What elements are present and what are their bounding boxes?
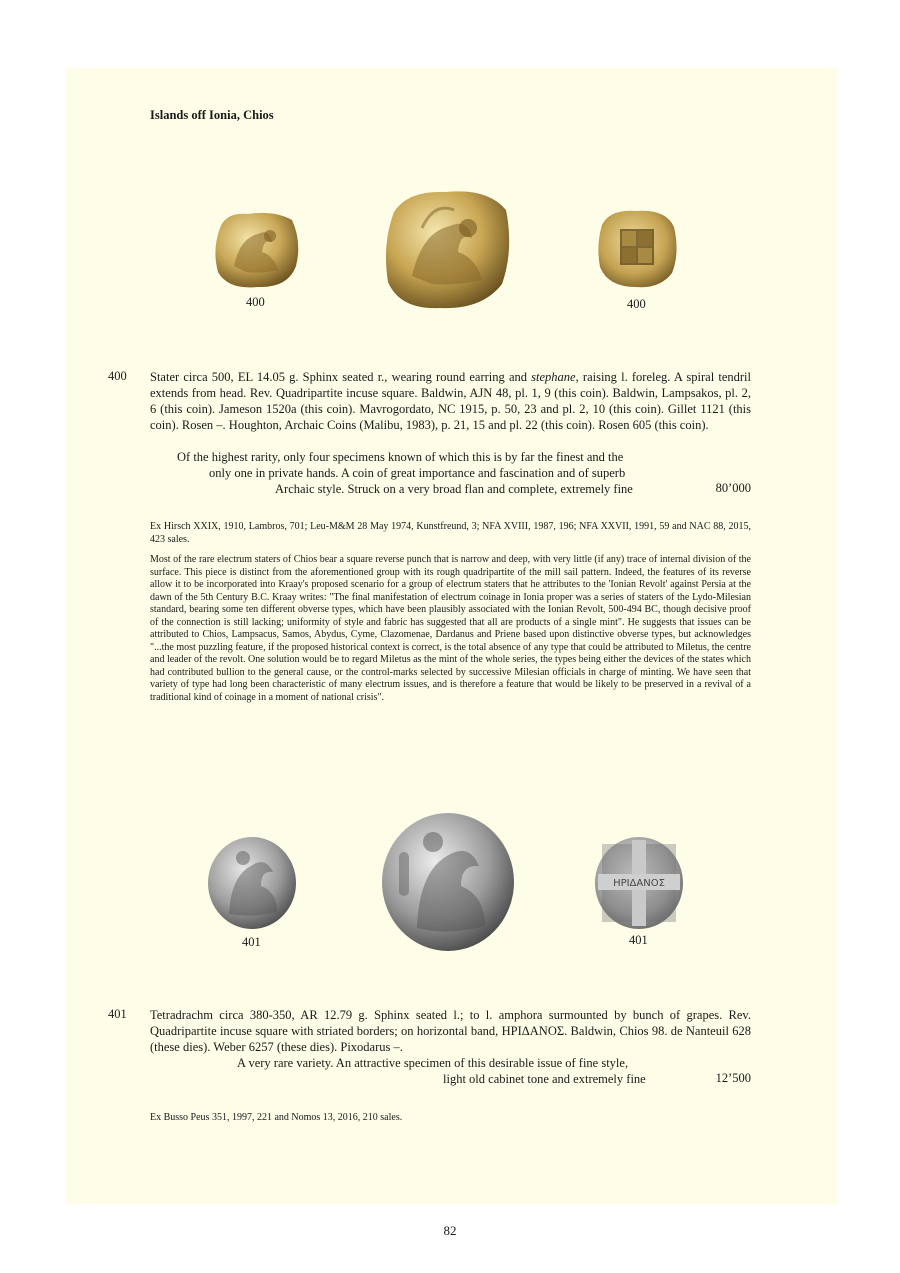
coin-400-reverse-image [596, 207, 678, 289]
page-number: 82 [443, 1223, 457, 1238]
coin-401-obverse-image [207, 836, 297, 930]
lot-comment-line: A very rare variety. An attractive specimen of this desirable issue of fine style, [237, 1056, 629, 1070]
lot-note: Most of the rare electrum staters of Chios bear a square reverse punch that is narrow and deep, with very little (if any) trace of internal division of the surface. This piece is distinct from the aforementioned group with its rough quadripartite of the mill sail pattern. Indeed, the features of its reverse allow it to be incorporated into Kraay's proposed scenario for a group of electrum staters that he attributes to the 'Ionian Revolt' against Persia at the dawn of the 5th Century B.C. Kraay writes: "The final manifestation of electrum coinage in Ionia proper was a series of staters of the Lydo-Milesian standard, bearing some ten different obverse types, which have been plausibly associated with the Ionian Revolt, 500-494 BC, though decisive proof of the connection is still lacking; uniformity of style and fabric has suggested that all are products of a single mint". He suggests that issues can be attributed to Chios, Lampsacus, Samos, Abydus, Cyme, Clazomenae, Dardanus and Priene based upon distinctive obverse types, but acknowledges "...the most puzzling feature, if the proposed historical context is correct, is the total absence of any type that could be attributed to Miletus, the centre and leader of the revolt. One solution would be to regard Miletus as the mint of the whole series, the types being either the devices of the states which had contributed bullion to the general cause, or the control-marks selected by successive Milesian officials in charge of minting. We have seen that variety of type had long been characteristic of many electrum issues, and is therefore a feature that would be likely to be preserved in a revival of a traditional kind of coinage in a moment of national crisis". [150, 554, 751, 703]
lot-number: 400 [108, 369, 127, 383]
coin-401-obverse-enlarged-image [381, 812, 515, 952]
coin-401-reverse-image [594, 836, 684, 930]
coin-400-reverse-label: 400 [627, 297, 646, 311]
lot-description: Tetradrachm circa 380-350, AR 12.79 g. Sphinx seated l.; to l. amphora surmounted by bunch of grapes. Rev. Quadripartite incuse square with striated borders; on horizontal band, ΗΡΙΔΑΝΟΣ. Baldwin, Chios 98. de Nanteuil 628 (these dies). Weber 6257 (these dies). Pixodarus –. [150, 1008, 751, 1054]
coin-400-obverse-enlarged-image [382, 188, 512, 310]
description-italic-term: stephane [531, 370, 576, 384]
coin-400-obverse-image [212, 208, 300, 290]
lot-comment-line: light old cabinet tone and extremely fine [443, 1072, 646, 1086]
lot-comment-line: Of the highest rarity, only four specimens known of which this is by far the finest and the [177, 450, 624, 464]
coin-401-reverse-label: 401 [629, 933, 648, 947]
coin-401-obverse-label: 401 [242, 935, 261, 949]
section-heading: Islands off Ionia, Chios [150, 108, 274, 122]
description-text: Stater circa 500, EL 14.05 g. Sphinx seated r., wearing round earring and [150, 370, 532, 384]
lot-provenance: Ex Busso Peus 351, 1997, 221 and Nomos 13, 2016, 210 sales. [150, 1112, 403, 1123]
lot-price: 12’500 [715, 1071, 751, 1085]
reverse-inscription: ΗΡΙΔΑΝΟΣ [613, 878, 665, 889]
description-text: , raising l. foreleg. A spiral tendril extends from head. Rev. Quadripartite incuse square. Baldwin, AJN 48, pl. 1, 9 (this coin). Baldwin, Lampsakos, pl. 2, 6 (this coin). Jameson 1520a (this coin). Mavrogordato, NC 1915, p. 50, 23 and pl. 2, 10 (this coin). Gillet 1121 (this coin). Rosen –. Houghton, Archaic Coins (Malibu, 1983), p. 21, 15 and pl. 22 (this coin). Rosen 605 (this coin). [150, 370, 751, 432]
lot-price: 80’000 [715, 481, 751, 495]
lot-provenance: Ex Hirsch XXIX, 1910, Lambros, 701; Leu-M&M 28 May 1974, Kunstfreund, 3; NFA XVIII, 1987, 196; NFA XXVII, 1991, 59 and NAC 88, 2015, 423 sales. [150, 521, 751, 545]
lot-comment-line: Archaic style. Struck on a very broad flan and complete, extremely fine [275, 482, 633, 496]
lot-description [150, 369, 751, 433]
coin-400-obverse-label: 400 [246, 295, 265, 309]
lot-comment-line: only one in private hands. A coin of great importance and fascination and of superb [209, 466, 626, 480]
lot-number: 401 [108, 1007, 127, 1021]
